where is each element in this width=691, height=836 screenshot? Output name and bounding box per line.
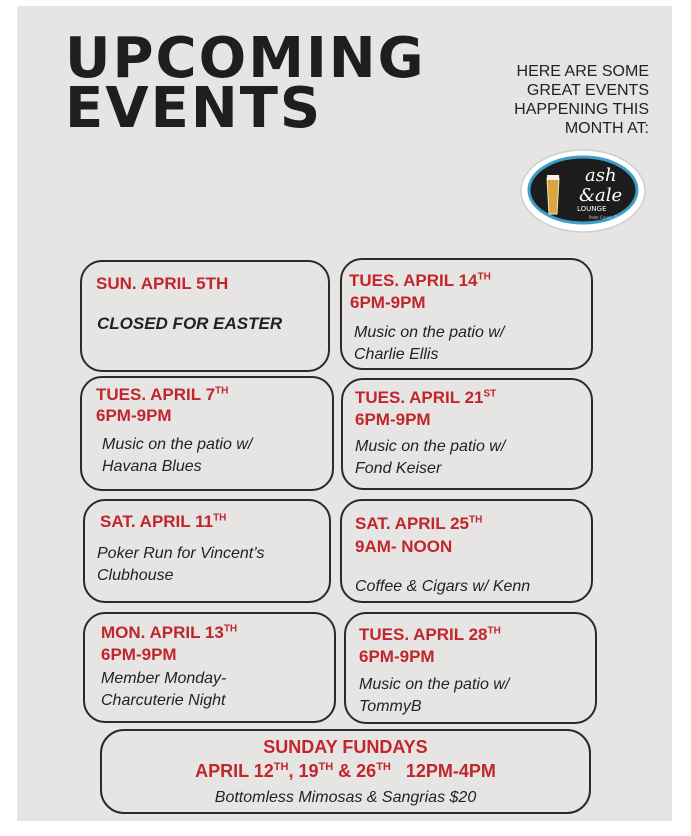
intro-text: HERE ARE SOME GREAT EVENTS HAPPENING THIS MONTH AT: <box>514 63 649 137</box>
event-date: TUES. APRIL 14TH <box>349 271 491 290</box>
event-date: TUES. APRIL 28TH <box>359 625 501 644</box>
event-description: Music on the patio w/ Charlie Ellis <box>354 324 505 363</box>
event-description: Member Monday- Charcuterie Night <box>101 670 227 709</box>
event-date: MON. APRIL 13TH <box>101 623 238 642</box>
event-card-apr-28 <box>344 612 597 724</box>
event-card-apr-13 <box>83 612 336 723</box>
event-time: 6PM-9PM <box>101 645 177 664</box>
event-description: Music on the patio w/ Havana Blues <box>102 436 253 475</box>
fundays-description: Bottomless Mimosas & Sangrias $20 <box>214 789 477 806</box>
event-date: TUES. APRIL 7TH <box>96 385 229 404</box>
event-card-apr-25 <box>340 499 593 603</box>
event-closed-note: CLOSED FOR EASTER <box>97 314 283 333</box>
svg-text:Palm Coast, FL: Palm Coast, FL <box>589 215 619 220</box>
sunday-fundays-card <box>100 729 591 814</box>
event-description: Coffee & Cigars w/ Kenn <box>355 578 531 595</box>
event-description: Poker Run for Vincent’s Clubhouse <box>97 545 265 584</box>
event-time: 9AM- NOON <box>355 537 453 556</box>
event-time: 6PM-9PM <box>359 647 435 666</box>
svg-text:LOUNGE: LOUNGE <box>577 205 607 213</box>
event-card-apr-21 <box>341 378 593 490</box>
svg-text:&ale: &ale <box>579 185 623 206</box>
title-line-2: EVENTS <box>65 76 323 141</box>
event-date: SUN. APRIL 5TH <box>96 274 229 293</box>
event-card-apr-5 <box>80 260 330 372</box>
fundays-dates: APRIL 12TH, 19TH & 26TH 12PM-4PM <box>195 761 496 781</box>
ash-ale-lounge-logo <box>519 148 647 234</box>
event-description: Music on the patio w/ Fond Keiser <box>355 438 506 477</box>
event-time: 6PM-9PM <box>96 406 172 425</box>
event-date: SAT. APRIL 11TH <box>100 512 227 531</box>
page-title <box>65 26 426 141</box>
event-poster <box>17 6 672 821</box>
svg-text:ash: ash <box>585 165 617 186</box>
event-date: TUES. APRIL 21ST <box>355 388 497 407</box>
event-card-apr-7 <box>80 376 334 491</box>
event-description: Music on the patio w/ TommyB <box>359 676 510 715</box>
event-time: 6PM-9PM <box>350 293 426 312</box>
event-card-apr-14 <box>340 258 593 370</box>
fundays-title: SUNDAY FUNDAYS <box>263 737 428 757</box>
event-card-apr-11 <box>83 499 331 603</box>
beer-glass-icon <box>547 175 559 214</box>
event-date: SAT. APRIL 25TH <box>355 514 483 533</box>
title-line-1: UPCOMING <box>65 26 426 91</box>
event-time: 6PM-9PM <box>355 410 431 429</box>
